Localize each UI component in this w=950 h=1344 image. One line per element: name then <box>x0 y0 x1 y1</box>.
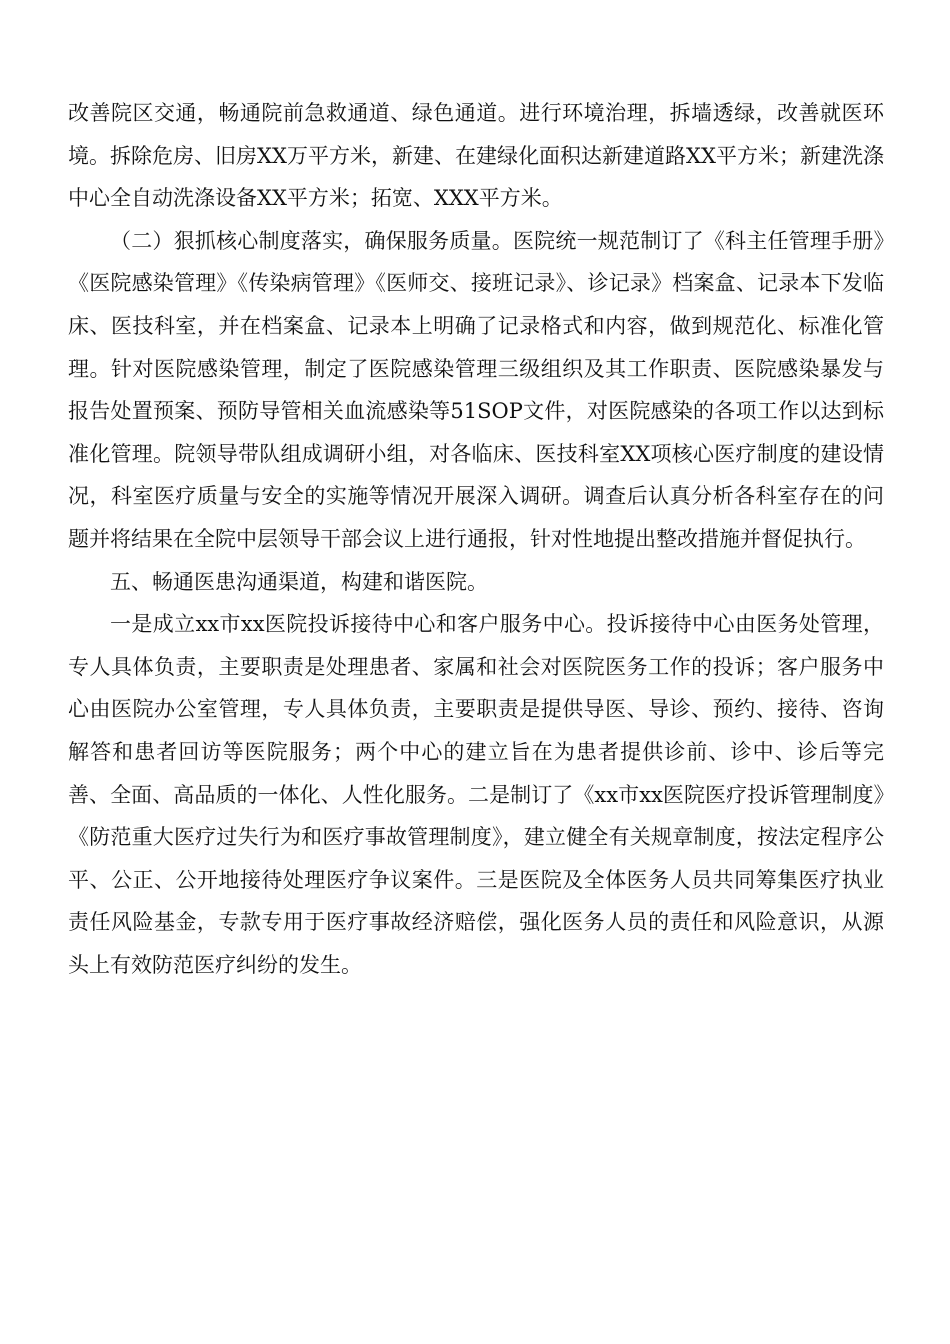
section-heading-five: 五、畅通医患沟通渠道，构建和谐医院。 <box>110 569 488 594</box>
document-page <box>68 92 884 986</box>
paragraph-communication: 一是成立xx市xx医院投诉接待中心和客户服务中心。投诉接待中心由医务处管理，专人具体负责，主要职责是处理患者、家属和社会对医院医务工作的投诉；客户服务中心由医院办公室管理，专人具体负责，主要职责是提供导医、导诊、预约、接待、咨询解答和患者回访等医院服务；两个中心的建立旨在为患者提供诊前、诊中、诊后等完善、全面、高品质的一体化、人性化服务。二是制订了《xx市xx医院医疗投诉管理制度》《防范重大医疗过失行为和医疗事故管理制度》，建立健全有关规章制度，按法定程序公平、公正、公开地接待处理医疗争议案件。三是医院及全体医务人员共同筹集医疗执业责任风险基金，专款专用于医疗事故经济赔偿，强化医务人员的责任和风险意识，从源头上有效防范医疗纠纷的发生。 <box>68 612 884 977</box>
paragraph-core-system: （二）狠抓核心制度落实，确保服务质量。医院统一规范制订了《科主任管理手册》《医院感染管理》《传染病管理》《医师交、接班记录》、诊记录》档案盒、记录本下发临床、医技科室，并在档案盒、记录本上明确了记录格式和内容，做到规范化、标准化管理。针对医院感染管理，制定了医院感染管理三级组织及其工作职责、医院感染暴发与报告处置预案、预防导管相关血流感染等51SOP文件，对医院感染的各项工作以达到标准化管理。院领导带队组成调研小组，对各临床、医技科室XX项核心医疗制度的建设情况，科室医疗质量与安全的实施等情况开展深入调研。调查后认真分析各科室存在的问题并将结果在全院中层领导干部会议上进行通报，针对性地提出整改措施并督促执行。 <box>68 228 884 551</box>
paragraph-continuation: 改善院区交通，畅通院前急救通道、绿色通道。进行环境治理，拆墙透绿，改善就医环境。拆除危房、旧房XX万平方米，新建、在建绿化面积达新建道路XX平方米；新建洗涤中心全自动洗涤设备XX平方米；拓宽、XXX平方米。 <box>68 101 884 211</box>
